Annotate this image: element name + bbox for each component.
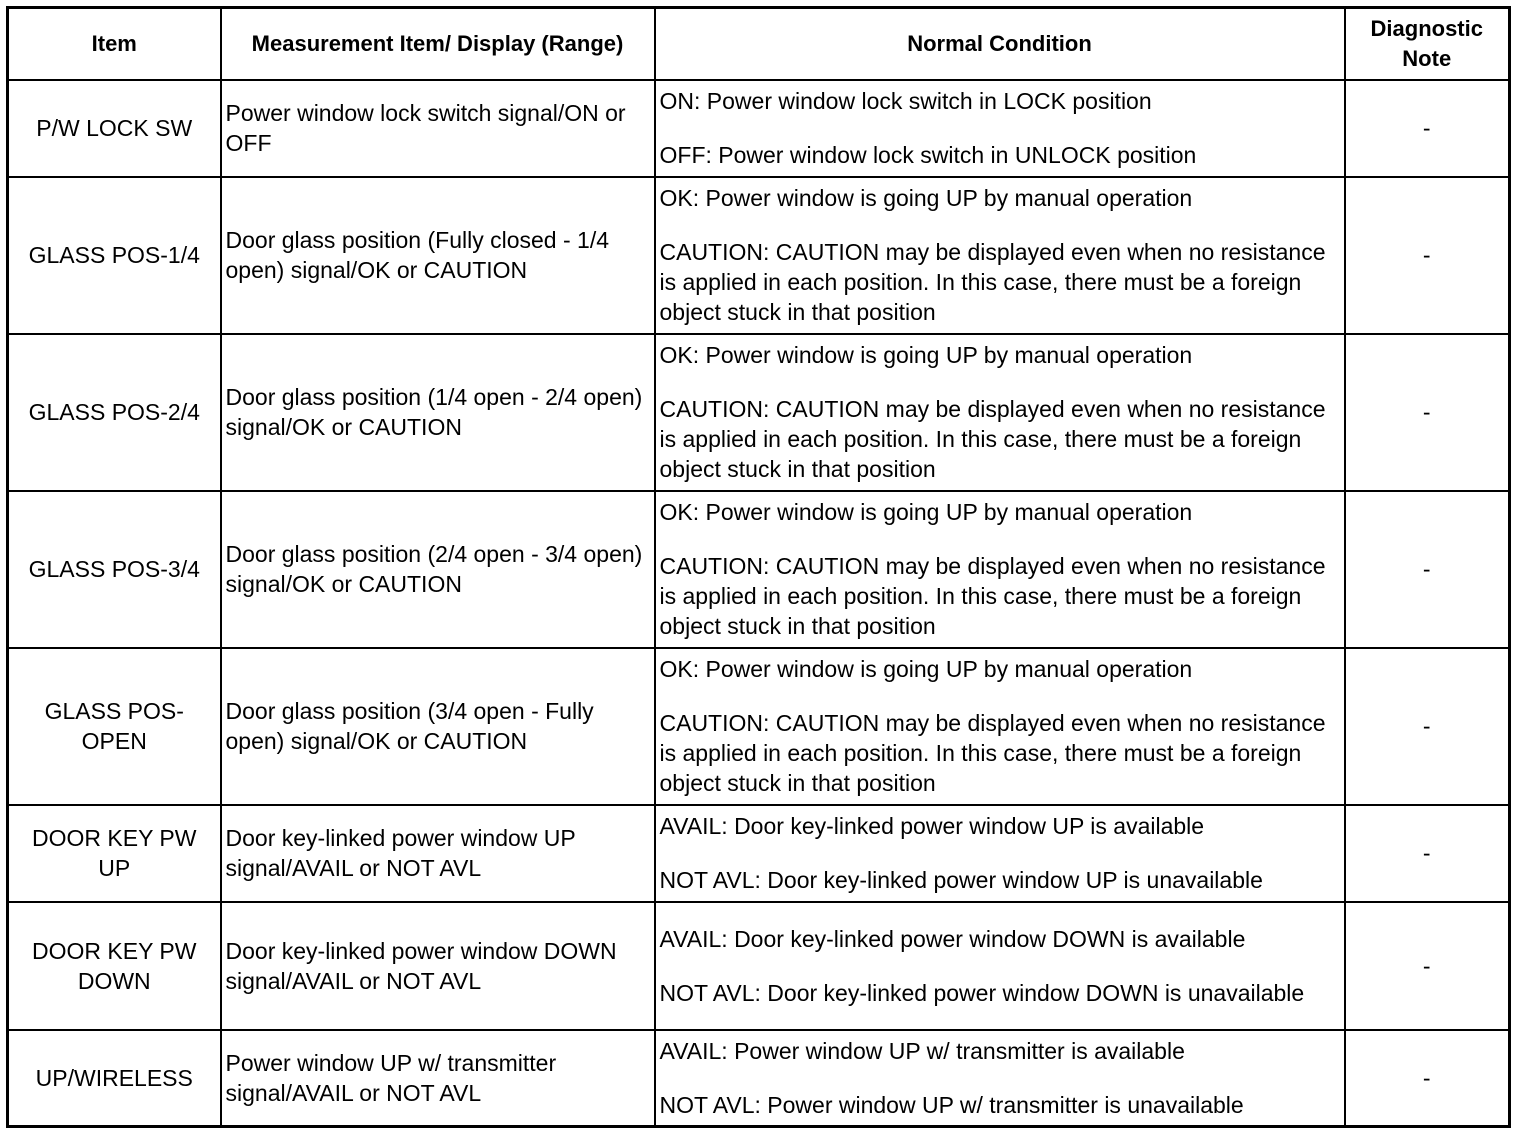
normal-condition-cell (655, 648, 1345, 805)
table-row (8, 1030, 1510, 1127)
diagnostic-note-cell: - (1345, 648, 1510, 805)
header-item: Item (8, 8, 221, 80)
diagnostic-note-cell: - (1345, 80, 1510, 177)
table-row (8, 805, 1510, 902)
condition-line: CAUTION: CAUTION may be displayed even when no resistance is applied in each position. In this case, there must be a foreign object stuck in that position (659, 239, 1326, 325)
condition-line: CAUTION: CAUTION may be displayed even when no resistance is applied in each position. In this case, there must be a foreign object stuck in that position (659, 553, 1326, 639)
condition-line: OK: Power window is going UP by manual operation (659, 185, 1193, 211)
table-row (8, 491, 1510, 648)
header-diagnostic-note: Diagnostic Note (1345, 8, 1510, 80)
table-row (8, 902, 1510, 1030)
normal-condition-cell (655, 491, 1345, 648)
measurement-cell: Power window lock switch signal/ON or OFF (221, 80, 655, 177)
header-normal-condition: Normal Condition (655, 8, 1345, 80)
table-row (8, 177, 1510, 334)
diagnostic-note-cell: - (1345, 177, 1510, 334)
condition-line: CAUTION: CAUTION may be displayed even when no resistance is applied in each position. In this case, there must be a foreign object stuck in that position (659, 710, 1326, 796)
normal-condition-cell (655, 177, 1345, 334)
condition-line: NOT AVL: Power window UP w/ transmitter is unavailable (659, 1091, 1244, 1118)
condition-line: ON: Power window lock switch in LOCK position (659, 88, 1152, 114)
item-cell: DOOR KEY PW UP (8, 805, 221, 902)
item-cell: GLASS POS-1/4 (8, 177, 221, 334)
diagnostic-note-cell: - (1345, 491, 1510, 648)
measurement-cell: Door glass position (3/4 open - Fully open) signal/OK or CAUTION (221, 648, 655, 805)
normal-condition-cell (655, 1030, 1345, 1127)
measurement-cell: Door key-linked power window UP signal/AVAIL or NOT AVL (221, 805, 655, 902)
normal-condition-cell (655, 80, 1345, 177)
measurement-cell: Door glass position (1/4 open - 2/4 open) signal/OK or CAUTION (221, 334, 655, 491)
diagnostic-note-cell: - (1345, 902, 1510, 1030)
table-row (8, 648, 1510, 805)
diagnostic-note-cell: - (1345, 334, 1510, 491)
normal-condition-cell (655, 805, 1345, 902)
item-cell: UP/WIRELESS (8, 1030, 221, 1127)
header-measurement: Measurement Item/ Display (Range) (221, 8, 655, 80)
item-cell: GLASS POS-2/4 (8, 334, 221, 491)
measurement-cell: Door glass position (Fully closed - 1/4 open) signal/OK or CAUTION (221, 177, 655, 334)
diagnostic-note-cell: - (1345, 805, 1510, 902)
condition-line: AVAIL: Power window UP w/ transmitter is available (659, 1037, 1185, 1064)
condition-line: OK: Power window is going UP by manual operation (659, 342, 1193, 368)
table-row (8, 80, 1510, 177)
condition-line: CAUTION: CAUTION may be displayed even when no resistance is applied in each position. In this case, there must be a foreign object stuck in that position (659, 396, 1326, 482)
table-row (8, 334, 1510, 491)
diagnostic-note-cell: - (1345, 1030, 1510, 1127)
item-cell: P/W LOCK SW (8, 80, 221, 177)
condition-line: OK: Power window is going UP by manual operation (659, 499, 1193, 525)
data-monitor-table (6, 6, 1511, 1128)
condition-line: NOT AVL: Door key-linked power window UP is unavailable (659, 867, 1263, 893)
condition-line: AVAIL: Door key-linked power window UP is available (659, 813, 1205, 839)
item-cell: GLASS POS-OPEN (8, 648, 221, 805)
measurement-cell: Door key-linked power window DOWN signal/AVAIL or NOT AVL (221, 902, 655, 1030)
measurement-cell: Power window UP w/ transmitter signal/AVAIL or NOT AVL (221, 1030, 655, 1127)
normal-condition-cell (655, 902, 1345, 1030)
condition-line: AVAIL: Door key-linked power window DOWN is available (659, 925, 1246, 952)
measurement-cell: Door glass position (2/4 open - 3/4 open) signal/OK or CAUTION (221, 491, 655, 648)
condition-line: NOT AVL: Door key-linked power window DOWN is unavailable (659, 979, 1305, 1006)
header-row (8, 8, 1510, 80)
normal-condition-cell (655, 334, 1345, 491)
condition-line: OFF: Power window lock switch in UNLOCK position (659, 142, 1197, 168)
item-cell: DOOR KEY PW DOWN (8, 902, 221, 1030)
condition-line: OK: Power window is going UP by manual operation (659, 656, 1193, 682)
item-cell: GLASS POS-3/4 (8, 491, 221, 648)
